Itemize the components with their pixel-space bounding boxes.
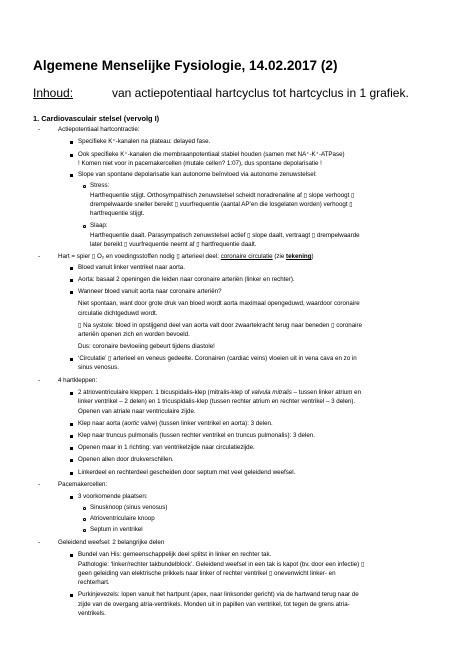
circle-bullet-marker [83, 507, 86, 510]
valvula-mitralis-term: valvula mitralis [251, 389, 292, 396]
list-item [78, 420, 273, 428]
list-item: Slope van spontane depolarisatie kan autonome beïnvloed via autonome zenuwstelsel: [78, 171, 317, 178]
dash-marker: - [38, 539, 41, 546]
subtitle-label: Inhoud: [33, 86, 74, 100]
dash-marker: - [38, 253, 41, 260]
list-item: arteriën openen zich en worden bevoeld. [78, 331, 190, 338]
aorta-valve-text-end: ) (tussen linker ventrikel en aorta): 3 delen. [155, 420, 273, 427]
list-item: circulatie dichtgeduwd wordt. [78, 310, 158, 317]
list-item: sinus venosus. [78, 364, 119, 371]
bullet-marker [70, 554, 73, 557]
coronary-circulation-link: coronaire circulatie [220, 253, 273, 260]
list-item: Septum in ventrikel [90, 526, 143, 533]
bullet-marker [70, 291, 73, 294]
bullet-marker [70, 358, 73, 361]
list-item: Aorta: basaal 2 openingen die leiden naar coronaire arteriën (linker en rechter). [78, 276, 295, 283]
bullet-marker [70, 594, 73, 597]
list-item: Atrioventriculaire knoop [90, 515, 155, 522]
bullet-marker [70, 435, 73, 438]
circle-bullet-marker [83, 185, 86, 188]
bullet-marker [70, 496, 73, 499]
drawing-reference: tekening [286, 253, 312, 260]
section-heading: 1. Cardiovasculair stelsel (vervolg I) [33, 114, 160, 123]
valve-text-end: – tussen linker atrium en [291, 389, 362, 396]
bullet-marker [70, 472, 73, 475]
list-item: Slaap: [90, 222, 108, 229]
list-item: Stress: [90, 182, 110, 189]
circle-bullet-marker [83, 518, 86, 521]
list-item: Wanneer bloed vanuit aorta naar coronaire arteriën? [78, 288, 222, 295]
list-item: Hartfrequentie daalt. Parasympatisch zenuwstelsel actief ▯ slope daalt, vertraagt ▯ drempelwaarde [90, 232, 360, 239]
list-item: drempelwaarde sneller bereikt ▯ vuurfrequentie (aantal AP’en die losgelaten worden) verhoogt ▯ [90, 201, 353, 208]
dash-marker: - [38, 126, 41, 133]
aortic-valve-term: aortic valve [124, 420, 156, 427]
subtitle-text: van actiepotentiaal hartcyclus tot hartcyclus in 1 grafiek. [112, 86, 409, 100]
list-item: ‘Circulatie’ ▯ arterieel en veneus gedeelte. Coronairen (cardiac veins) vloeien uit in vena cava en zo in [78, 355, 357, 362]
list-item: Klep naar truncus pulmonalis (tussen rechter ventrikel en truncus pulmonalis): 3 delen. [78, 432, 315, 439]
bullet-marker [70, 423, 73, 426]
bullet-marker [70, 392, 73, 395]
document-title: Algemene Menselijke Fysiologie, 14.02.2017 (2) [33, 58, 338, 73]
list-item: later bereikt ▯ vuurfrequentie neemt af ▯ hartfrequentie daalt. [90, 241, 257, 248]
bullet-marker [70, 447, 73, 450]
bullet-marker [70, 267, 73, 270]
bullet-marker [70, 141, 73, 144]
list-item: Openen allen door drukverschillen. [78, 456, 174, 463]
valve-text: 2 atrioventriculaire kleppen: 1 bicuspidalis-klep (mitralis-klep of [78, 389, 252, 396]
close-paren: ) [311, 253, 314, 260]
list-item: Dus: coronaire bevloeiing gebeurt tijdens diastole! [78, 343, 215, 350]
list-item: geen geleiding van elektrische prikkels naar linker of rechter ventrikel ▯ onevenwicht linker- en [78, 570, 336, 577]
list-item: Bundel van His: gemeenschappelijk deel splitst in linker en rechter tak. [78, 551, 272, 558]
list-item: Pacemakercellen: [58, 481, 108, 488]
list-item: Geleidend weefsel: 2 belangrijke delen [58, 539, 165, 546]
bullet-marker [70, 174, 73, 177]
bullet-marker [70, 279, 73, 282]
dash-marker: - [38, 377, 41, 384]
list-item: 4 hartkleppen: [58, 377, 98, 384]
list-item: zijde van de overgang atria-ventrikels. Monden uit in papillen van ventrikel, tot tegen de grens atria- [78, 601, 350, 608]
list-item: Openen maar in 1 richting: van ventrikelzijde naar circulatiezijde. [78, 444, 255, 451]
list-item: Ook specifieke K⁺-kanalen die membraanpotentiaal stabiel houden (samen met NA⁺-K⁺-ATPase) [78, 151, 345, 158]
list-item: 3 voorkomende plaatsen: [78, 493, 148, 500]
document-subtitle [33, 86, 409, 100]
list-item: ! Komen niet voor in pacemakercellen (mutale cellen? 1:07), dus spontane depolarisatie ! [78, 160, 322, 167]
list-item: Pathologie: ‘linker/rechter takbundelblock’. Geleidend weefsel in een tak is kapot (bv. door een infectie) ▯ [78, 561, 365, 568]
dash-marker: - [38, 481, 41, 488]
list-item: rechterhart. [78, 579, 110, 586]
list-item [78, 389, 361, 397]
heart-text: Hart = spier ▯ O₂ en voedingsstoffen nodig ▯ arterieel deel: [58, 253, 221, 260]
list-item: Openen van atriale naar ventriculaire zijde. [78, 408, 196, 415]
bullet-marker [70, 459, 73, 462]
list-item: Niet spontaan, want door grote druk van bloed wordt aorta maximaal opengeduwd, waardoor coronaire [78, 300, 360, 307]
list-item: Sinusknoop (sinus venosus) [90, 504, 168, 511]
circle-bullet-marker [83, 225, 86, 228]
list-item [58, 253, 314, 261]
list-item: Bloed vanuit linker ventrikel naar aorta. [78, 264, 185, 271]
list-item: hartfrequentie stijgt. [90, 210, 145, 217]
bullet-marker [70, 154, 73, 157]
aorta-valve-text: Klep naar aorta ( [78, 420, 125, 427]
list-item: ventrikels. [78, 610, 106, 617]
list-item: Purkinjevezels: lopen vanuit het hartpunt (apex, naar linksonder gericht) via de hartwand terug naar de [78, 591, 359, 598]
list-item: Actiepotentiaal hartcontractie: [58, 126, 140, 133]
circle-bullet-marker [83, 529, 86, 532]
list-item: Linkerdeel en rechterdeel gescheiden door septum met veel geleidend weefsel. [78, 469, 296, 476]
list-item: linker ventrikel – 2 delen) en 1 tricuspidalis-klep (tussen rechter atrium en rechter ventrikel – 3 delen). [78, 398, 356, 405]
list-item: Hartfrequentie stijgt. Orthosympathisch zenuwstelsel scheidt noradrenaline af ▯ slope verhoogt ▯ [90, 192, 355, 199]
see-text: (zie [272, 253, 287, 260]
list-item: ▯ Na systole: bloed in opstijgend deel van aorta valt door zwaartekracht terug naar beneden ▯ coronaire [78, 322, 363, 329]
list-item: Specifieke K⁺-kanalen na plateau: delayed fase. [78, 138, 211, 145]
